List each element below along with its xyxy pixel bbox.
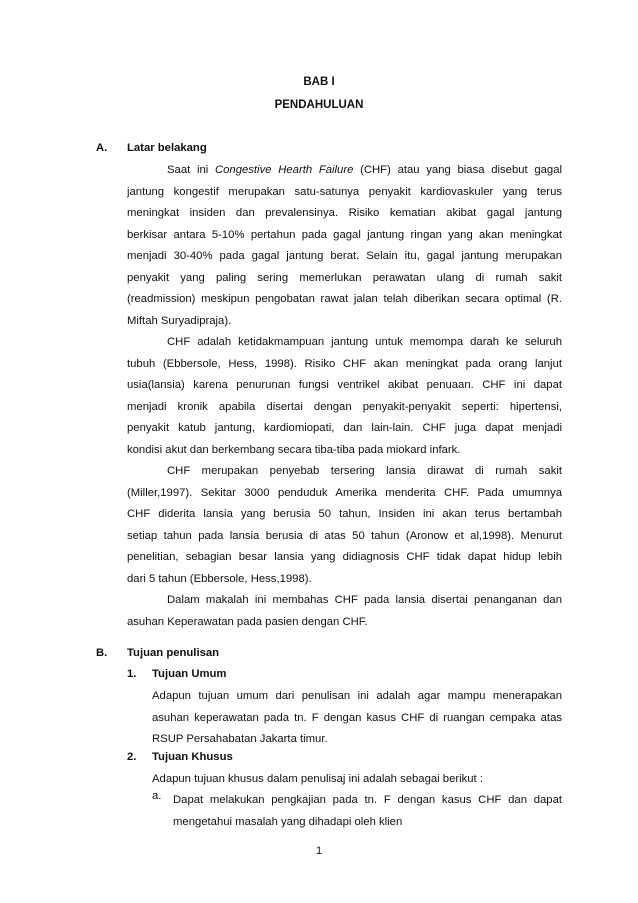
section-b-label: Tujuan penulisan <box>127 647 220 659</box>
section-a-letter: A. <box>96 142 108 154</box>
list-item-a-marker: a. <box>152 790 162 802</box>
paragraph-1-line-4: berkisar antara 5-10% pertahun pada gagal jantung ringan yang akan meningkat <box>127 228 562 241</box>
list-item-a-line-1: Dapat melakukan pengkajian pada tn. F dengan kasus CHF dan dapat <box>173 794 562 806</box>
paragraph-3-line-6: dari 5 tahun (Ebbersole, Hess,1998). <box>127 572 312 585</box>
subsection-2-intro-line: Adapun tujuan khusus dalam penulisaj ini adalah sebagai berikut : <box>152 772 483 785</box>
paragraph-2-line-5: penyakit katub jantung, kardiomiopati, dan lain-lain. CHF juga dapat menjadi <box>127 422 562 434</box>
paragraph-1-line-8: Miftah Suryadipraja). <box>127 314 232 327</box>
paragraph-1-line-6: penyakit yang paling sering memerlukan perawatan ulang di rumah sakit <box>127 271 562 284</box>
paragraph-3-line-3: CHF diderita lansia yang berusia 50 tahun, Insiden ini akan terus bertambah <box>127 508 562 520</box>
subsection-2-number: 2. <box>127 750 137 763</box>
paragraph-4-line-2: asuhan Keperawatan pada pasien dengan CHF. <box>127 615 368 628</box>
section-b-letter: B. <box>96 647 108 659</box>
paragraph-3-line-1: CHF merupakan penyebab tersering lansia dirawat di rumah sakit <box>167 465 562 477</box>
chapter-number: BAB I <box>303 76 335 88</box>
section-a-label: Latar belakang <box>127 142 207 154</box>
paragraph-2-line-1: CHF adalah ketidakmampuan jantung untuk memompa darah ke seluruh <box>167 336 562 348</box>
section-a-heading <box>0 142 638 158</box>
list-item-a-line-2: mengetahui masalah yang dihadapi oleh klien <box>173 815 403 828</box>
paragraph-3-line-5: penelitian, sebagian besar lansia yang didiagnosis CHF tidak dapat hidup lebih <box>127 551 562 563</box>
paragraph-1-line-1: Saat ini Congestive Hearth Failure (CHF) atau yang biasa disebut gagal <box>167 164 562 176</box>
paragraph-2-line-4: menjadi kronik apabila disertai dengan penyakit-penyakit seperti: hipertensi, <box>127 400 562 413</box>
paragraph-2-line-3: usia(lansia) karena penurunan fungsi ventrikel akibat penuaan. CHF ini dapat <box>127 379 562 391</box>
paragraph-2 <box>127 332 562 461</box>
paragraph-2-line-6: kondisi akut dan berkembang secara tiba-tiba pada miokard infark. <box>127 443 461 456</box>
paragraph-1-line-7: (readmission) meskipun pengobatan rawat jalan telah diberikan secara optimal (R. <box>127 293 562 305</box>
paragraph-3-line-4: setiap tahun pada lansia berusia di atas 50 tahun (Aronow et al,1998). Menurut <box>127 529 562 542</box>
subsection-1-paragraph <box>152 686 562 751</box>
paragraph-3-line-2: (Miller,1997). Sekitar 3000 penduduk Amerika menderita CHF. Pada umumnya <box>127 486 562 499</box>
term-italic: Congestive Hearth Failure <box>214 164 354 176</box>
paragraph-4 <box>127 590 562 633</box>
paragraph-1-line-5: menjadi 30-40% pada gagal jantung berat. Selain itu, gagal jantung merupakan <box>127 250 562 262</box>
paragraph-4-line-1: Dalam makalah ini membahas CHF pada lansia disertai penanganan dan <box>167 594 562 606</box>
subsection-1-heading <box>0 668 638 684</box>
page-number: 1 <box>315 845 323 857</box>
paragraph-1-line-2: jantung kongestif merupakan satu-satunya penyakit kardiovaskuler yang terus <box>127 185 562 198</box>
paragraph-3 <box>127 461 562 590</box>
subsection-2-intro <box>152 769 562 791</box>
paragraph-2-line-2: tubuh (Ebbersole, Hess, 1998). Risiko CHF akan meningkat pada orang lanjut <box>127 357 562 370</box>
chapter-title: PENDAHULUAN <box>274 99 364 111</box>
list-item-a-body <box>173 790 562 833</box>
subsection-1-line-2: asuhan keperawatan pada tn. F dengan kasus CHF di ruangan cempaka atas <box>152 711 562 724</box>
subsection-2-heading <box>0 751 638 767</box>
subsection-1-line-1: Adapun tujuan umum dari penulisan ini adalah agar mampu menerapakan <box>152 690 562 702</box>
subsection-1-number: 1. <box>127 668 137 680</box>
subsection-2-label: Tujuan Khusus <box>152 750 233 763</box>
subsection-1-line-3: RSUP Persahabatan Jakarta timur. <box>152 733 328 745</box>
paragraph-1-line-3: meningkat insiden dan prevalensinya. Risiko kematian akibat gagal jantung <box>127 207 562 219</box>
section-b-heading <box>0 647 638 663</box>
paragraph-1 <box>127 160 562 332</box>
subsection-1-label: Tujuan Umum <box>152 668 227 680</box>
